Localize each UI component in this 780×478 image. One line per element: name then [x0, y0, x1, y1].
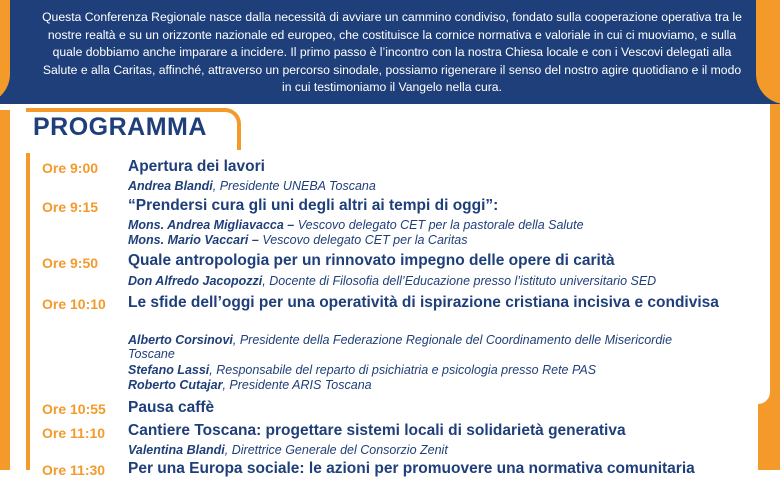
speaker-name: Andrea Blandi — [128, 179, 213, 193]
speaker-role: , Responsabile del reparto di psichiatria e psicologia presso Rete PAS — [209, 363, 597, 377]
item-speaker — [128, 333, 688, 361]
item-time: Ore 9:15 — [42, 199, 99, 215]
intro-banner — [0, 0, 780, 104]
speaker-role: , Presidente della Federazione Regionale del Coordinamento delle Misericordie Toscane — [128, 333, 673, 361]
speaker-name: Roberto Cutajar — [128, 378, 223, 392]
speaker-name: Mons. Mario Vaccari – — [128, 233, 259, 247]
speaker-role: , Presidente ARIS Toscana — [222, 378, 372, 392]
item-time: Ore 10:55 — [42, 401, 106, 417]
item-title: Pausa caffè — [128, 399, 215, 416]
item-time: Ore 9:00 — [42, 160, 99, 176]
item-time: Ore 10:10 — [42, 296, 106, 312]
item-speaker — [128, 363, 596, 377]
speaker-name: Mons. Andrea Migliavacca – — [128, 218, 295, 232]
item-speaker — [128, 378, 372, 392]
item-speaker — [128, 443, 448, 457]
item-speaker — [128, 274, 656, 288]
speaker-role: , Presidente UNEBA Toscana — [212, 179, 376, 193]
item-title: Le sfide dell’oggi per una operatività di ispirazione cristiana incisiva e condivisa — [128, 294, 719, 311]
item-time: Ore 11:10 — [42, 425, 106, 441]
speaker-name: Valentina Blandi — [128, 443, 225, 457]
item-title: “Prendersi cura gli uni degli altri ai tempi di oggi”: — [128, 197, 499, 214]
left-orange-border — [0, 110, 10, 470]
item-title: Cantiere Toscana: progettare sistemi locali di solidarietà generativa — [128, 422, 626, 439]
speaker-name: Alberto Corsinovi — [128, 333, 233, 347]
timeline-line — [26, 153, 30, 470]
speaker-name: Stefano Lassi — [128, 363, 210, 377]
item-title: Apertura dei lavori — [128, 158, 265, 175]
speaker-role: , Docente di Filosofia dell’Educazione presso l’istituto universitario SED — [262, 274, 657, 288]
speaker-name: Don Alfredo Jacopozzi — [128, 274, 263, 288]
speaker-role: , Direttrice Generale del Consorzio Zenit — [224, 443, 448, 457]
item-title: Per una Europa sociale: le azioni per promuovere una normativa comunitaria — [128, 460, 695, 477]
speaker-role: Vescovo delegato CET per la Caritas — [258, 233, 468, 247]
item-time: Ore 9:50 — [42, 255, 99, 271]
item-speaker — [128, 218, 584, 232]
item-title: Quale antropologia per un rinnovato impegno delle opere di carità — [128, 252, 615, 269]
speaker-role: Vescovo delegato CET per la pastorale della Salute — [294, 218, 584, 232]
programma-title: PROGRAMMA — [33, 113, 207, 141]
item-time: Ore 11:30 — [42, 462, 106, 478]
item-speaker — [128, 233, 468, 247]
item-speaker — [128, 179, 376, 193]
right-border-cutout — [758, 104, 770, 404]
left-orange-corner — [0, 0, 10, 104]
right-orange-corner — [756, 0, 780, 104]
intro-text: Questa Conferenza Regionale nasce dalla necessità di avviare un cammino condiviso, fondato sulla cooperazione operativa tra le nostre realtà e su un orizzonte nazionale ed europeo, che costituisce la cornice normativa e valoriale in cui ci muoviamo, e sulla quale dobbiamo anche imparare a incidere. Il primo passo è l’incontro con la nostra Chiesa locale e con i Vescovi delegati alla Salute e alla Caritas, affinché, attraverso un percorso sinodale, possiamo rigenerare il senso del nostro agire quotidiano e il modo in cui testimoniamo il Vangelo nella cura. — [42, 10, 742, 94]
